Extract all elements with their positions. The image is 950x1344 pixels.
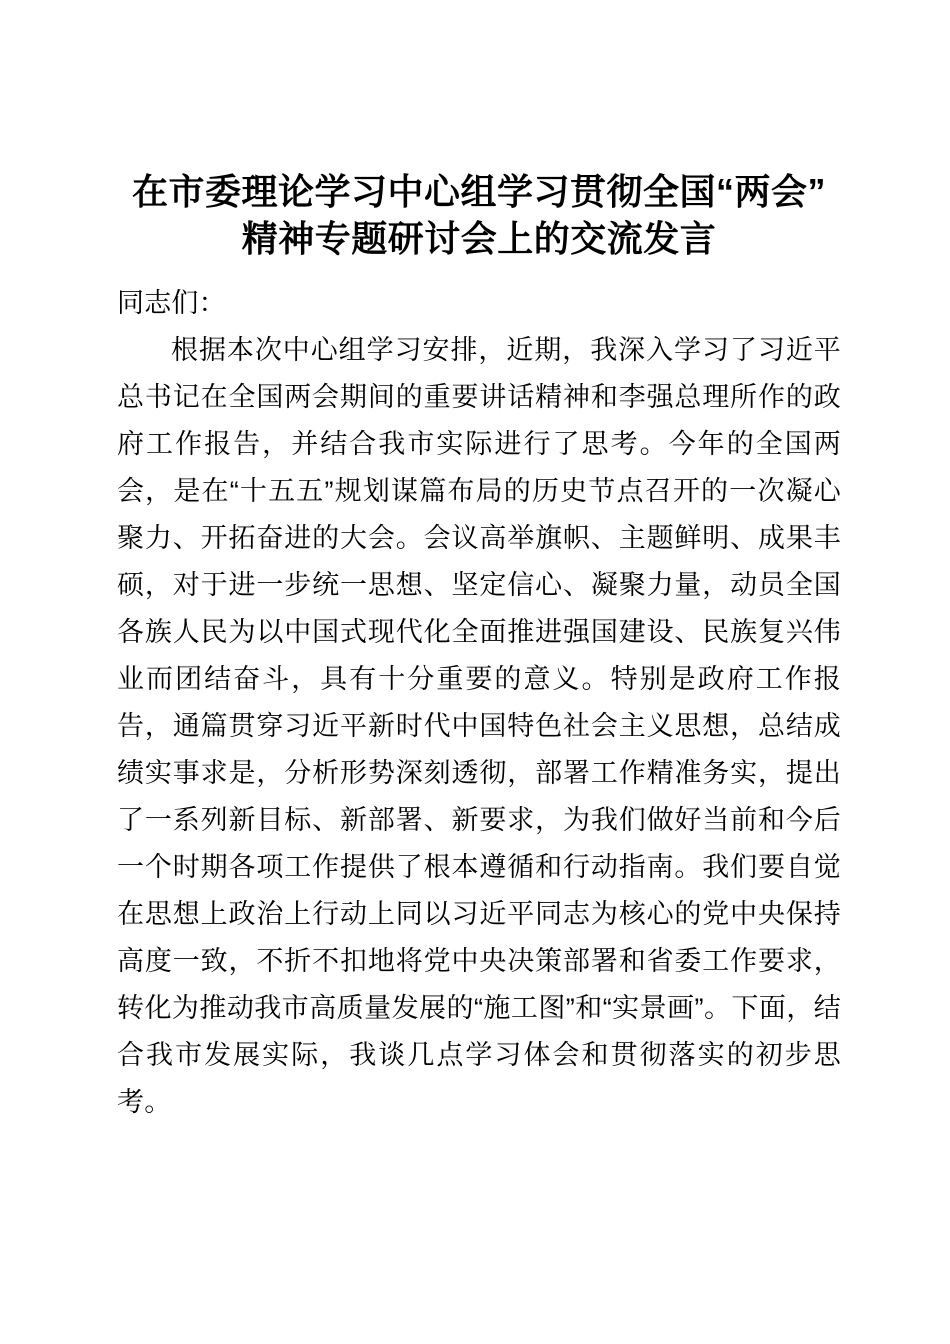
salutation: 同志们： xyxy=(117,288,226,318)
document-body xyxy=(117,168,841,1126)
document-title xyxy=(117,168,841,262)
body-paragraph-1: 根据本次中心组学习安排，近期，我深入学习了习近平总书记在全国两会期间的重要讲话精神和李强总理所作的政府工作报告，并结合我市实际进行了思考。今年的全国两会，是在“十五五”规划谋篇布局的历史节点召开的一次凝心聚力、开拓奋进的大会。会议高举旗帜、主题鲜明、成果丰硕，对于进一步统一思想、坚定信心、凝聚力量，动员全国各族人民为以中国式现代化全面推进强国建设、民族复兴伟业而团结奋斗，具有十分重要的意义。特别是政府工作报告，通篇贯穿习近平新时代中国特色社会主义思想，总结成绩实事求是，分析形势深刻透彻，部署工作精准务实，提出了一系列新目标、新部署、新要求，为我们做好当前和今后一个时期各项工作提供了根本遵循和行动指南。我们要自觉在思想上政治上行动上同以习近平同志为核心的党中央保持高度一致，不折不扣地将党中央决策部署和省委工作要求，转化为推动我市高质量发展的“施工图”和“实景画”。下面，结合我市发展实际，我谈几点学习体会和贯彻落实的初步思考。 xyxy=(117,335,841,1117)
document-title-line-2: 精神专题研讨会上的交流发言 xyxy=(241,218,717,259)
document-title-line-1: 在市委理论学习中心组学习贯彻全国“两会” xyxy=(131,171,826,212)
